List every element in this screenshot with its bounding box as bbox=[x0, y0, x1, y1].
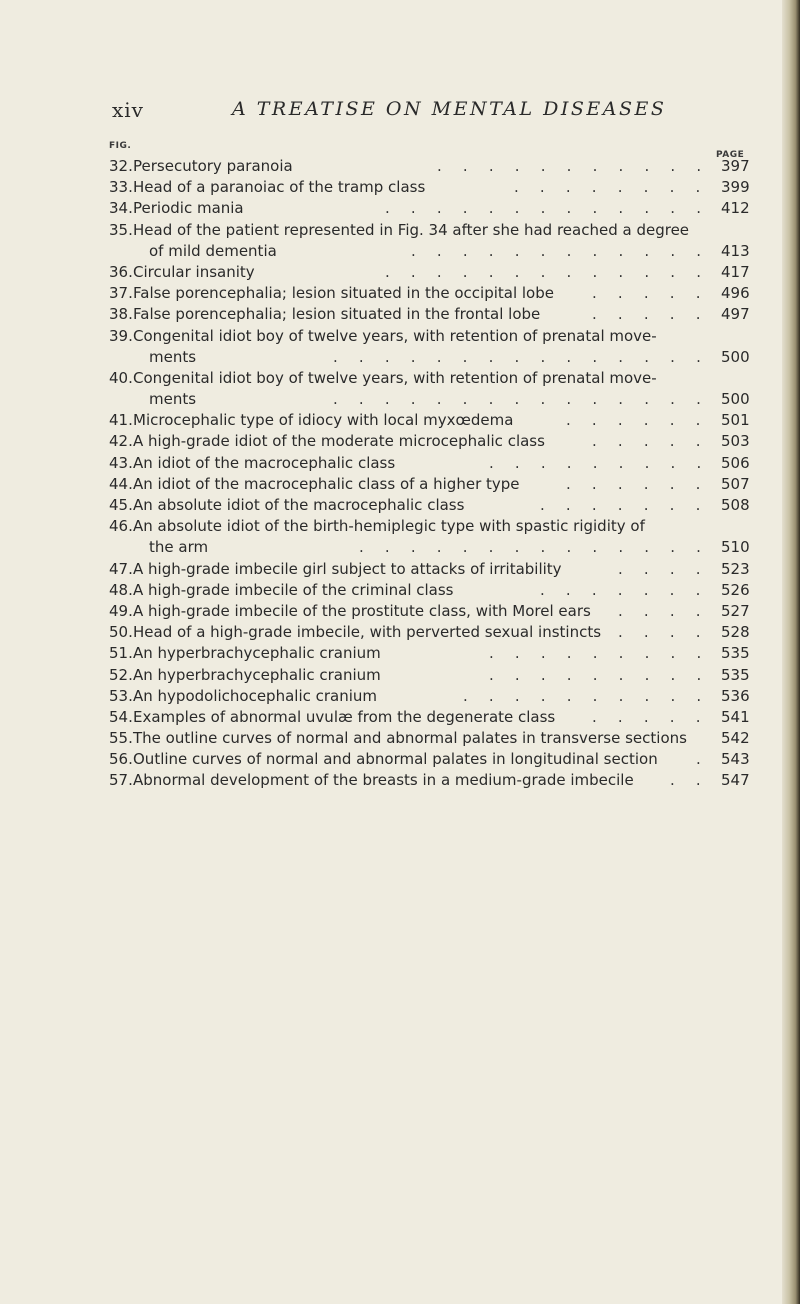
figure-number: 42. bbox=[109, 432, 133, 451]
dot-leader: . . . . . . . . . bbox=[489, 644, 710, 663]
figure-entry bbox=[109, 410, 759, 431]
figure-caption: Congenital idiot boy of twelve years, with retention of prenatal move- bbox=[133, 368, 657, 387]
figure-entry-line bbox=[109, 622, 759, 643]
figure-entry-line bbox=[109, 580, 759, 601]
figure-number: 33. bbox=[109, 178, 133, 197]
figure-caption: Circular insanity bbox=[133, 262, 255, 281]
figure-entry-line bbox=[109, 770, 759, 791]
figure-caption: An hyperbrachycephalic cranium bbox=[133, 644, 381, 663]
dot-leader: . . . . . . . . . . bbox=[463, 686, 710, 705]
dot-leader: . . . . . . . . . bbox=[489, 453, 710, 472]
figure-entry-line bbox=[109, 198, 759, 219]
page-reference: 507 bbox=[721, 474, 750, 493]
figure-caption: An absolute idiot of the birth-hemiplegic type with spastic rigidity of bbox=[133, 517, 645, 536]
figure-entry-line bbox=[109, 474, 759, 495]
page-number: xiv bbox=[112, 98, 144, 122]
dot-leader: . . . . . . . . . . . . . . bbox=[359, 538, 710, 557]
dot-leader: . . . . . bbox=[592, 284, 709, 303]
figure-entry bbox=[109, 622, 759, 643]
figure-entry-line bbox=[109, 177, 759, 198]
dot-leader: . . . . . . . . . . . . . . . bbox=[333, 390, 710, 409]
figure-caption: Outline curves of normal and abnormal palates in longitudinal section bbox=[133, 750, 658, 769]
page-reference: 417 bbox=[721, 262, 750, 281]
figure-number: 49. bbox=[109, 601, 133, 620]
figure-list bbox=[109, 156, 759, 792]
figure-entry-line bbox=[109, 368, 759, 389]
figure-caption: A high-grade imbecile of the prostitute class, with Morel ears bbox=[133, 601, 591, 620]
page-reference: 526 bbox=[721, 580, 750, 599]
page-reference: 497 bbox=[721, 305, 750, 324]
page-reference: 496 bbox=[721, 284, 750, 303]
figure-caption: A high-grade imbecile of the criminal class bbox=[133, 580, 454, 599]
figure-caption: Microcephalic type of idiocy with local myxœdema bbox=[133, 411, 514, 430]
dot-leader: . . . . . . . bbox=[540, 580, 709, 599]
figure-entry-line bbox=[109, 156, 759, 177]
figure-entry bbox=[109, 368, 759, 410]
figure-entry bbox=[109, 495, 759, 516]
dot-leader: . . . . . bbox=[592, 305, 709, 324]
page-reference: 412 bbox=[721, 199, 750, 218]
figure-caption: Persecutory paranoia bbox=[133, 157, 293, 175]
figure-caption: A high-grade idiot of the moderate microcephalic class bbox=[133, 432, 545, 451]
page-reference: 500 bbox=[721, 347, 750, 366]
dot-leader: . . . . . . . . . . . . . bbox=[385, 199, 710, 218]
figure-entry bbox=[109, 686, 759, 707]
figure-entry-line bbox=[109, 410, 759, 431]
figure-number: 48. bbox=[109, 580, 133, 599]
figure-entry-line bbox=[109, 453, 759, 474]
figure-entry bbox=[109, 749, 759, 770]
figure-number: 46. bbox=[109, 517, 133, 536]
figure-caption: An hypodolichocephalic cranium bbox=[133, 686, 378, 705]
figure-entry-line bbox=[109, 686, 759, 707]
figure-entry bbox=[109, 770, 759, 791]
figure-caption: Examples of abnormal uvulæ from the degenerate class bbox=[133, 707, 556, 726]
figure-caption: Congenital idiot boy of twelve years, with retention of prenatal move- bbox=[133, 326, 657, 345]
page-reference: 399 bbox=[721, 178, 750, 197]
figure-entry bbox=[109, 728, 759, 749]
figure-caption: Head of the patient represented in Fig. 34 after she had reached a degree bbox=[133, 220, 690, 239]
figure-number: 35. bbox=[109, 220, 133, 239]
page-reference: 541 bbox=[721, 707, 750, 726]
figure-entry-line bbox=[109, 537, 759, 558]
figure-entry-line bbox=[109, 304, 759, 325]
figure-number: 32. bbox=[109, 157, 133, 175]
figure-number: 38. bbox=[109, 305, 133, 324]
figure-caption: ments bbox=[149, 347, 197, 366]
figure-entry-line bbox=[109, 283, 759, 304]
figure-entry-line bbox=[109, 326, 759, 347]
figure-number: 53. bbox=[109, 686, 133, 705]
figure-number: 52. bbox=[109, 665, 133, 684]
figure-entry-line bbox=[109, 241, 759, 262]
figure-number: 36. bbox=[109, 262, 133, 281]
figure-entry bbox=[109, 559, 759, 580]
figure-number: 40. bbox=[109, 368, 133, 387]
figure-entry-line bbox=[109, 389, 759, 410]
dot-leader: . . . . . . bbox=[566, 474, 709, 493]
figure-entry bbox=[109, 283, 759, 304]
figure-entry bbox=[109, 707, 759, 728]
page-header bbox=[112, 98, 672, 128]
figure-entry bbox=[109, 156, 759, 177]
figure-number: 57. bbox=[109, 771, 133, 790]
page-column-heading: PAGE bbox=[716, 150, 745, 160]
page-reference: 500 bbox=[721, 390, 750, 409]
figure-entry-line bbox=[109, 559, 759, 580]
figure-caption: the arm bbox=[149, 538, 209, 557]
dot-leader: . . . . . . bbox=[566, 411, 709, 430]
dot-leader: . . . . . . . . . bbox=[489, 665, 710, 684]
figure-entry-line bbox=[109, 749, 759, 770]
figure-number: 47. bbox=[109, 559, 133, 578]
page-edge bbox=[782, 0, 800, 1304]
page-reference: 542 bbox=[721, 729, 750, 748]
figure-number: 39. bbox=[109, 326, 133, 345]
dot-leader: . . . . . . . . . . . . . bbox=[385, 262, 710, 281]
figure-number: 50. bbox=[109, 623, 133, 642]
dot-leader: . . . . . bbox=[592, 707, 709, 726]
figure-entry-line bbox=[109, 495, 759, 516]
figure-entry-line bbox=[109, 516, 759, 537]
page-reference: 523 bbox=[721, 559, 750, 578]
running-title: A TREATISE ON MENTAL DISEASES bbox=[232, 98, 667, 120]
figure-entry-line bbox=[109, 431, 759, 452]
page-reference: 501 bbox=[721, 411, 750, 430]
figure-caption: Head of a paranoiac of the tramp class bbox=[133, 178, 426, 197]
figure-entry-line bbox=[109, 220, 759, 241]
dot-leader: . . . . . bbox=[592, 432, 709, 451]
page-reference: 397 bbox=[721, 157, 750, 175]
dot-leader: . . . . . . . . . . . . . . . bbox=[333, 347, 710, 366]
page-reference: 547 bbox=[721, 771, 750, 790]
page-reference: 528 bbox=[721, 623, 750, 642]
figure-entry-line bbox=[109, 707, 759, 728]
figure-entry bbox=[109, 643, 759, 664]
page-reference: 536 bbox=[721, 686, 750, 705]
page-reference: 510 bbox=[721, 538, 750, 557]
dot-leader: . . bbox=[670, 771, 709, 790]
figure-entry bbox=[109, 474, 759, 495]
figure-caption: False porencephalia; lesion situated in the frontal lobe bbox=[133, 305, 541, 324]
figure-entry bbox=[109, 516, 759, 558]
figure-number: 54. bbox=[109, 707, 133, 726]
page-reference: 527 bbox=[721, 601, 750, 620]
figure-entry bbox=[109, 431, 759, 452]
page-reference: 535 bbox=[721, 644, 750, 663]
figure-entry bbox=[109, 665, 759, 686]
figure-entry bbox=[109, 177, 759, 198]
figure-caption: Head of a high-grade imbecile, with perverted sexual instincts bbox=[133, 623, 602, 642]
page-reference: 535 bbox=[721, 665, 750, 684]
figure-entry bbox=[109, 601, 759, 622]
figure-caption: of mild dementia bbox=[149, 241, 277, 260]
figure-entry bbox=[109, 220, 759, 262]
figure-number: 55. bbox=[109, 729, 133, 748]
dot-leader: . . . . . . . bbox=[540, 496, 709, 514]
figure-caption: An idiot of the macrocephalic class bbox=[133, 453, 396, 472]
figure-entry bbox=[109, 304, 759, 325]
dot-leader: . . . . . . . . . . . bbox=[437, 157, 710, 175]
page-reference: 543 bbox=[721, 750, 750, 769]
figure-entry bbox=[109, 326, 759, 368]
figure-caption: Abnormal development of the breasts in a medium-grade imbecile bbox=[133, 771, 634, 790]
figure-entry-line bbox=[109, 262, 759, 283]
dot-leader: . . . . bbox=[618, 601, 709, 620]
figure-number: 44. bbox=[109, 474, 133, 493]
figure-entry-line bbox=[109, 601, 759, 622]
dot-leader: . . . . bbox=[618, 623, 709, 642]
figure-entry bbox=[109, 580, 759, 601]
page-reference: 508 bbox=[721, 496, 750, 514]
dot-leader: . . . . . . . . . . . . bbox=[411, 241, 710, 260]
page-reference: 413 bbox=[721, 241, 750, 260]
figure-caption: An hyperbrachycephalic cranium bbox=[133, 665, 381, 684]
figure-caption: Periodic mania bbox=[133, 199, 244, 218]
figure-number: 37. bbox=[109, 284, 133, 303]
figure-caption: An absolute idiot of the macrocephalic class bbox=[133, 496, 465, 514]
figure-number: 41. bbox=[109, 411, 133, 430]
figure-number: 34. bbox=[109, 199, 133, 218]
figure-number: 51. bbox=[109, 644, 133, 663]
figure-entry bbox=[109, 453, 759, 474]
figure-number: 45. bbox=[109, 496, 133, 514]
figure-entry-line bbox=[109, 643, 759, 664]
figure-caption: False porencephalia; lesion situated in the occipital lobe bbox=[133, 284, 554, 303]
figure-caption: The outline curves of normal and abnormal palates in transverse sections bbox=[133, 729, 687, 748]
dot-leader: . . . . bbox=[618, 559, 709, 578]
figure-caption: A high-grade imbecile girl subject to attacks of irritability bbox=[133, 559, 562, 578]
figure-entry bbox=[109, 198, 759, 219]
page-reference: 506 bbox=[721, 453, 750, 472]
figure-caption: ments bbox=[149, 390, 197, 409]
figure-entry bbox=[109, 262, 759, 283]
figure-entry-line bbox=[109, 347, 759, 368]
figure-entry-line bbox=[109, 665, 759, 686]
dot-leader: . bbox=[696, 750, 709, 769]
figure-number: 56. bbox=[109, 750, 133, 769]
page-reference: 503 bbox=[721, 432, 750, 451]
figure-caption: An idiot of the macrocephalic class of a higher type bbox=[133, 474, 520, 493]
figure-entry-line bbox=[109, 728, 759, 749]
fig-column-heading: FIG. bbox=[109, 141, 132, 151]
figure-number: 43. bbox=[109, 453, 133, 472]
dot-leader: . . . . . . . . bbox=[514, 178, 709, 197]
